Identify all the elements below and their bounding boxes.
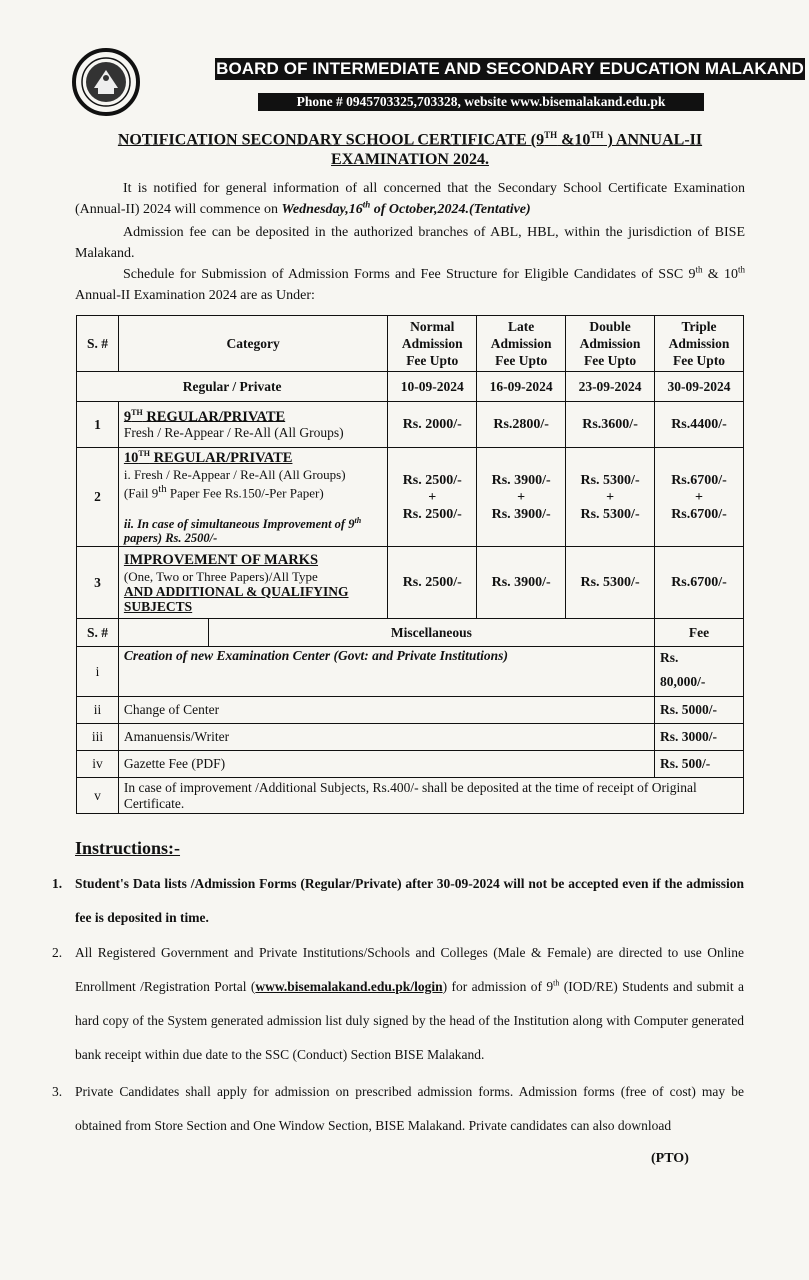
fee-late: Rs. 3900/- <box>477 547 566 619</box>
fee-schedule-table <box>76 315 744 814</box>
fee-late: Rs. 3900/- + Rs. 3900/- <box>477 448 566 547</box>
instruction-item: 2. All Registered Government and Private Institutions/Schools and Colleges (Male & Female) are directed to use Online Enrollment /Registration Portal (www.bisemalakand.edu.pk/login) for admission of 9th (IOD/RE) Students and submit a hard copy of the System generated admission list duly signed by the head of the Institution along with Computer generated bank receipt within due date to the SSC (Conduct) Section BISE Malakand. <box>52 945 745 1062</box>
misc-fee: Rs. 5000/- <box>655 697 744 724</box>
misc-row <box>77 697 744 724</box>
dates-row <box>77 372 744 402</box>
row-category: IMPROVEMENT OF MARKS (One, Two or Three Papers)/All Type AND ADDITIONAL & QUALIFYING SUBJECTS <box>118 547 387 619</box>
misc-header-fee: Fee <box>655 619 744 647</box>
fee-normal: Rs. 2000/- <box>388 402 477 448</box>
notification-title: NOTIFICATION SECONDARY SCHOOL CERTIFICATE (9TH &10TH ) ANNUAL-II EXAMINATION 2024. <box>117 130 703 169</box>
fee-triple: Rs.6700/- + Rs.6700/- <box>655 448 744 547</box>
row-category: 9TH REGULAR/PRIVATE Fresh / Re-Appear / Re-All (All Groups) <box>118 402 387 448</box>
misc-sno: v <box>77 778 119 814</box>
misc-header-row <box>77 619 744 647</box>
misc-row <box>77 724 744 751</box>
misc-sno: iii <box>77 724 119 751</box>
date-triple: 30-09-2024 <box>655 372 744 402</box>
misc-sno: i <box>77 647 119 697</box>
fee-triple: Rs.6700/- <box>655 547 744 619</box>
misc-row <box>77 751 744 778</box>
row-sno: 1 <box>77 402 119 448</box>
header-late: Late Admission Fee Upto <box>477 316 566 372</box>
fee-deposit-paragraph: Admission fee can be deposited in the authorized branches of ABL, HBL, within the jurisdiction of BISE Malakand. <box>75 225 745 261</box>
misc-header-label: Miscellaneous <box>208 619 654 647</box>
board-name: BOARD OF INTERMEDIATE AND SECONDARY EDUCATION MALAKAND <box>216 59 804 78</box>
table-row <box>77 547 744 619</box>
date-normal: 10-09-2024 <box>388 372 477 402</box>
row-sno: 3 <box>77 547 119 619</box>
header-triple: Triple Admission Fee Upto <box>655 316 744 372</box>
date-late: 16-09-2024 <box>477 372 566 402</box>
header-category: Category <box>118 316 387 372</box>
date-double: 23-09-2024 <box>566 372 655 402</box>
instruction-item: 1. Student's Data lists /Admission Forms (Regular/Private) after 30-09-2024 will not be accepted even if the admission fee is deposited in time. <box>52 876 744 925</box>
table-header-row <box>77 316 744 372</box>
header-double: Double Admission Fee Upto <box>566 316 655 372</box>
board-contact-line: Phone # 0945703325,703328, website www.bisemalakand.edu.pk <box>258 93 704 111</box>
row-sno: 2 <box>77 448 119 547</box>
misc-header-sno: S. # <box>77 619 119 647</box>
table-row <box>77 402 744 448</box>
misc-label: Creation of new Examination Center (Govt: and Private Institutions) <box>118 647 654 697</box>
misc-label: Change of Center <box>118 697 654 724</box>
header-sno: S. # <box>77 316 119 372</box>
dates-row-label: Regular / Private <box>77 372 388 402</box>
fee-normal: Rs. 2500/- <box>388 547 477 619</box>
misc-label: Amanuensis/Writer <box>118 724 654 751</box>
fee-normal: Rs. 2500/- + Rs. 2500/- <box>388 448 477 547</box>
misc-fee: Rs. 3000/- <box>655 724 744 751</box>
misc-row <box>77 647 744 697</box>
pto-note: (PTO) <box>651 1151 689 1166</box>
fee-double: Rs. 5300/- + Rs. 5300/- <box>566 448 655 547</box>
misc-fee: Rs. 500/- <box>655 751 744 778</box>
header-normal: Normal Admission Fee Upto <box>388 316 477 372</box>
misc-sno: iv <box>77 751 119 778</box>
fee-double: Rs. 5300/- <box>566 547 655 619</box>
schedule-paragraph: Schedule for Submission of Admission Forms and Fee Structure for Eligible Candidates of SSC 9th & 10th Annual-II Examination 2024 are as Under: <box>75 264 745 303</box>
board-seal-logo <box>72 48 140 116</box>
misc-label: Gazette Fee (PDF) <box>118 751 654 778</box>
fee-double: Rs.3600/- <box>566 402 655 448</box>
misc-label: In case of improvement /Additional Subjects, Rs.400/- shall be deposited at the time of receipt of Original Certificate. <box>118 778 743 814</box>
row-category: 10TH REGULAR/PRIVATE i. Fresh / Re-Appear / Re-All (All Groups) (Fail 9th Paper Fee Rs.150/-Per Paper) ii. In case of simultaneous Improvement of 9th papers) Rs. 2500/- <box>118 448 387 547</box>
intro-paragraph: It is notified for general information of all concerned that the Secondary School Certificate Examination (Annual-II) 2024 will commence on Wednesday,16th of October,2024.(Tentative) <box>75 181 745 217</box>
misc-sno: ii <box>77 697 119 724</box>
table-row <box>77 448 744 547</box>
letterhead <box>70 44 804 116</box>
fee-triple: Rs.4400/- <box>655 402 744 448</box>
misc-fee: Rs. 80,000/- <box>655 647 744 697</box>
fee-late: Rs.2800/- <box>477 402 566 448</box>
instruction-item: 3. Private Candidates shall apply for admission on prescribed admission forms. Admission forms (free of cost) may be obtained from Store Section and One Window Section, BISE Malakand. Private candidates can also download <box>52 1084 744 1133</box>
instructions-heading: Instructions:- <box>75 838 181 858</box>
portal-link[interactable]: www.bisemalakand.edu.pk/login <box>255 979 443 994</box>
misc-row <box>77 778 744 814</box>
